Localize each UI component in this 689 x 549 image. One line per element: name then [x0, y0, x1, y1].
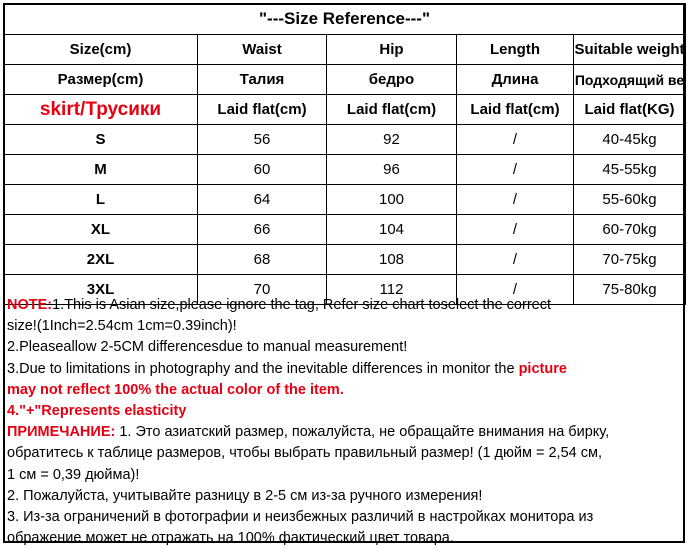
- header-waist: Waist: [198, 35, 327, 65]
- hip-cell: 108: [327, 245, 457, 275]
- hip-cell: 104: [327, 215, 457, 245]
- size-cell: 3XL: [4, 275, 198, 305]
- note-ru-label: ПРИМЕЧАНИЕ:: [7, 424, 116, 441]
- note-line-1: NOTE:1.This is Asian size,please ignore the tag, Refer size chart toselect the correct: [7, 297, 551, 313]
- waist-cell: 66: [198, 215, 327, 245]
- weight-cell: 70-75kg: [574, 245, 686, 275]
- chart-title: "---Size Reference---": [4, 4, 686, 35]
- header-length: Length: [457, 35, 574, 65]
- header-length-ru: Длина: [457, 65, 574, 95]
- weight-cell: 40-45kg: [574, 125, 686, 155]
- category-label: skirt/Трусики: [4, 95, 198, 125]
- length-cell: /: [457, 185, 574, 215]
- note-ru-line-3b: ображение может не отражать на 100% фактический цвет товара.: [7, 530, 454, 547]
- waist-cell: 68: [198, 245, 327, 275]
- weight-cell: 45-55kg: [574, 155, 686, 185]
- header-weight-ru: Подходящий ве: [574, 65, 686, 95]
- note-line-3b: may not reflect 100% the actual color of the item.: [7, 381, 344, 398]
- note-line-3: 3.Due to limitations in photography and the inevitable differences in monitor the picture: [7, 360, 567, 377]
- note-line-2: 2.Pleaseallow 2-5CM differencesdue to manual measurement!: [7, 339, 408, 356]
- header-hip-ru: бедро: [327, 65, 457, 95]
- note-ru-line-2: 2. Пожалуйста, учитывайте разницу в 2-5 см из-за ручного измерения!: [7, 487, 483, 504]
- weight-cell: 60-70kg: [574, 215, 686, 245]
- header-weight: Suitable weight: [574, 35, 686, 65]
- size-cell: 2XL: [4, 245, 198, 275]
- outer-border: [3, 3, 685, 543]
- waist-cell: 56: [198, 125, 327, 155]
- header-size-ru: Размер(cm): [4, 65, 198, 95]
- length-cell: /: [457, 275, 574, 305]
- hip-cell: 92: [327, 125, 457, 155]
- length-cell: /: [457, 215, 574, 245]
- hip-cell: 112: [327, 275, 457, 305]
- note-ru-line-3: 3. Из-за ограничений в фотографии и неизбежных различий в настройках монитора из: [7, 509, 594, 526]
- waist-cell: 64: [198, 185, 327, 215]
- hip-cell: 96: [327, 155, 457, 185]
- length-cell: /: [457, 155, 574, 185]
- weight-cell: 55-60kg: [574, 185, 686, 215]
- note-ru-line-1b: обратитесь к таблице размеров, чтобы выбрать правильный размер! (1 дюйм = 2,54 см,: [7, 445, 602, 462]
- weight-cell: 75-80kg: [574, 275, 686, 305]
- sub-header-length: Laid flat(cm): [457, 95, 574, 125]
- note-ru-line-1c: 1 см = 0,39 дюйма)!: [7, 466, 140, 483]
- sub-header-hip: Laid flat(cm): [327, 95, 457, 125]
- waist-cell: 70: [198, 275, 327, 305]
- header-hip: Hip: [327, 35, 457, 65]
- note-label: NOTE:: [7, 297, 53, 313]
- waist-cell: 60: [198, 155, 327, 185]
- note-line-4: 4."+"Represents elasticity: [7, 403, 187, 420]
- size-cell: S: [4, 125, 198, 155]
- header-size: Size(cm): [4, 35, 198, 65]
- hip-cell: 100: [327, 185, 457, 215]
- size-cell: M: [4, 155, 198, 185]
- length-cell: /: [457, 125, 574, 155]
- header-waist-ru: Талия: [198, 65, 327, 95]
- note-ru-line-1: ПРИМЕЧАНИЕ: 1. Это азиатский размер, пожалуйста, не обращайте внимания на бирку,: [7, 424, 610, 441]
- sub-header-waist: Laid flat(cm): [198, 95, 327, 125]
- length-cell: /: [457, 245, 574, 275]
- sub-header-weight: Laid flat(KG): [574, 95, 686, 125]
- note-line-1b: size!(1Inch=2.54cm 1cm=0.39inch)!: [7, 318, 237, 335]
- size-cell: L: [4, 185, 198, 215]
- size-cell: XL: [4, 215, 198, 245]
